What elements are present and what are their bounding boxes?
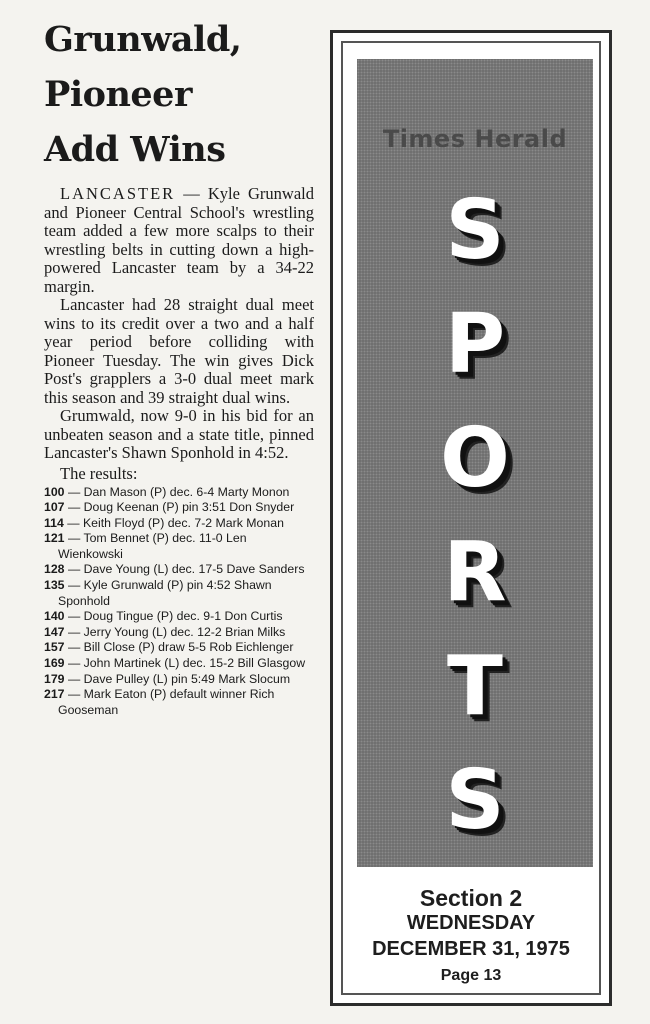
results-list: [44, 485, 314, 719]
sports-title: [357, 174, 593, 858]
dateline: LANCASTER: [60, 184, 176, 203]
headline-line: Add Wins: [44, 129, 226, 170]
result-item: [44, 656, 314, 672]
sports-letter: T: [447, 639, 503, 734]
sports-letter: S: [445, 183, 505, 278]
result-item: [44, 485, 314, 501]
results-title: The results:: [60, 463, 138, 483]
result-text: — Dave Pulley (L) pin 5:49 Mark Slocum: [64, 671, 291, 686]
section-info: [343, 885, 599, 989]
sports-letter: S: [445, 753, 505, 848]
lead-paragraph: [44, 185, 314, 296]
paragraph: Lancaster had 28 straight dual meet wins to its credit over a two and a half year period before colliding with Pioneer Tuesday. The win gives Dick Post's grapplers a 3-0 dual meet mark this season and 39 straight dual wins.: [44, 295, 314, 407]
issue-date: DECEMBER 31, 1975: [372, 938, 570, 960]
result-item: [44, 562, 314, 578]
result-text: — Dave Young (L) dec. 17-5 Dave Sanders: [64, 562, 305, 577]
weight-class: 147: [44, 624, 65, 639]
paragraph: Grumwald, now 9-0 in his bid for an unbeaten season and a state title, pinned Lancaster's Shawn Sponhold in 4:52.: [44, 406, 314, 462]
headline: [44, 12, 314, 177]
result-item: [44, 640, 314, 656]
page-number: Page 13: [440, 967, 502, 984]
paragraph-text: — Kyle Grunwald and Pioneer Central School's wrestling team added a few more scalps to their wrestling belts in cutting down a high-powered Lancaster team by a 34-22 margin.: [44, 184, 314, 296]
weight-class: 107: [44, 500, 65, 515]
sports-letter: O: [440, 411, 510, 506]
section-number: Section 2: [419, 885, 523, 911]
result-item: [44, 578, 314, 609]
headline-line: Pioneer: [44, 74, 192, 115]
sports-section-banner: [330, 30, 612, 1006]
weight-class: 140: [44, 609, 65, 624]
result-item: [44, 531, 314, 562]
result-text: — John Martinek (L) dec. 15-2 Bill Glasgow: [64, 656, 306, 671]
result-text: — Keith Floyd (P) dec. 7-2 Mark Monan: [63, 515, 284, 530]
headline-line: Grunwald,: [44, 19, 242, 60]
banner-frame: [341, 41, 601, 995]
result-text: — Kyle Grunwald (P) pin 4:52 Shawn Sponhold: [58, 578, 272, 608]
result-text: — Doug Keenan (P) pin 3:51 Don Snyder: [64, 500, 295, 515]
result-item: [44, 609, 314, 625]
result-item: [44, 516, 314, 532]
article-body: [44, 185, 314, 463]
weekday: WEDNESDAY: [406, 912, 536, 934]
weight-class: 100: [44, 484, 65, 499]
weight-class: 135: [44, 578, 65, 593]
masthead: Times Herald: [382, 125, 568, 153]
weight-class: 128: [44, 562, 65, 577]
article: [44, 12, 314, 718]
result-text: — Bill Close (P) draw 5-5 Rob Eichlenger: [64, 640, 294, 655]
weight-class: 157: [44, 640, 65, 655]
weight-class: 169: [44, 656, 65, 671]
weight-class: 121: [44, 531, 65, 546]
result-item: [44, 500, 314, 516]
result-item: [44, 687, 314, 718]
banner-screen: [357, 59, 593, 867]
weight-class: 217: [44, 687, 65, 702]
sports-letter: R: [443, 525, 507, 620]
weight-class: 114: [44, 515, 64, 530]
result-text: — Mark Eaton (P) default winner Rich Gooseman: [58, 687, 275, 717]
result-item: [44, 672, 314, 688]
result-text: — Doug Tingue (P) dec. 9-1 Don Curtis: [64, 609, 283, 624]
result-text: — Tom Bennet (P) dec. 11-0 Len Wienkowski: [58, 531, 247, 561]
sports-letter: P: [444, 297, 506, 392]
result-item: [44, 625, 314, 641]
weight-class: 179: [44, 671, 65, 686]
result-text: — Dan Mason (P) dec. 6-4 Marty Monon: [64, 484, 290, 499]
result-text: — Jerry Young (L) dec. 12-2 Brian Milks: [64, 624, 286, 639]
